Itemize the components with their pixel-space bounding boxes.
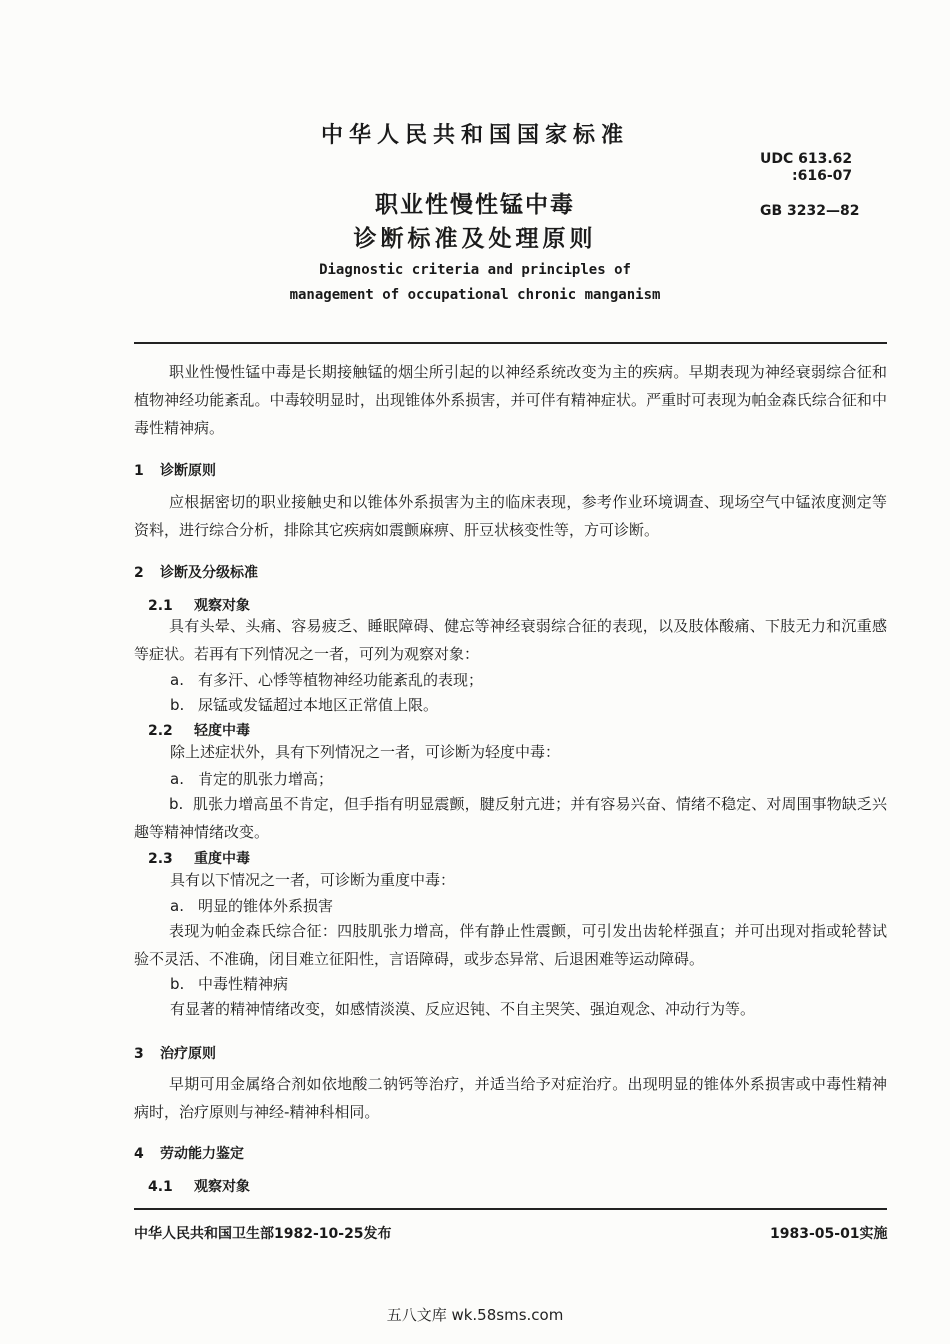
- list-text: 肯定的肌张力增高；: [198, 770, 334, 788]
- list-item: [170, 666, 483, 694]
- section-1-heading: [134, 460, 216, 480]
- section-title: 治疗原则: [160, 1046, 216, 1062]
- list-text: 尿锰或发锰超过本地区正常值上限。: [198, 696, 439, 714]
- english-title-line2: management of occupational chronic manganism: [289, 287, 661, 303]
- section-3-paragraph: 早期可用金属络合剂如依地酸二钠钙等治疗，并适当给予对症治疗。出现明显的锥体外系损害或中毒性精神病时，治疗原则与神经-精神科相同。: [134, 1075, 887, 1121]
- subsection-title: 重度中毒: [194, 851, 250, 867]
- list-item: [170, 892, 333, 920]
- issued-by: 中华人民共和国卫生部1982-10-25发布: [134, 1226, 392, 1242]
- udc-code-continued: :616-07: [792, 168, 853, 184]
- list-label: b.: [170, 696, 185, 714]
- section-1-paragraph: 应根据密切的职业接触史和以锥体外系损害为主的临床表现，参考作业环境调查、现场空气中锰浓度测定等资料，进行综合分析，排除其它疾病如震颤麻痹、肝豆状核变性等，方可诊断。: [134, 493, 887, 539]
- list-item: [170, 970, 288, 998]
- list-label: a.: [170, 671, 184, 689]
- subsection-2-3-paragraph: 具有以下情况之一者，可诊断为重度中毒：: [170, 871, 456, 889]
- list-text: 有多汗、心悸等植物神经功能紊乱的表现；: [198, 671, 484, 689]
- top-divider: [134, 342, 887, 344]
- bottom-divider: [134, 1208, 887, 1210]
- subsection-title: 观察对象: [194, 1179, 250, 1195]
- document-title-line1: 职业性慢性锰中毒: [375, 192, 575, 218]
- subsection-number: 2.1: [148, 598, 173, 614]
- site-watermark: 五八文库 wk.58sms.com: [386, 1306, 564, 1324]
- document-title-line2: 诊断标准及处理原则: [353, 226, 597, 252]
- effective-date: 1983-05-01实施: [770, 1226, 888, 1242]
- list-item: [170, 765, 333, 793]
- section-2-heading: [134, 562, 258, 582]
- section-3-heading: [134, 1043, 216, 1063]
- subsection-2-2-paragraph: 除上述症状外，具有下列情况之一者，可诊断为轻度中毒：: [170, 743, 561, 761]
- list-item-paragraph: [134, 790, 887, 846]
- list-text: 肌张力增高虽不肯定，但手指有明显震颤，腱反射亢进；并有容易兴奋、情绪不稳定、对周围事物缺乏兴趣等精神情绪改变。: [134, 795, 887, 841]
- list-text: 中毒性精神病: [198, 975, 289, 993]
- list-label: b.: [169, 795, 184, 813]
- section-number: 3: [134, 1046, 144, 1062]
- subsection-number: 4.1: [148, 1179, 173, 1195]
- subsection-4-1-heading: [148, 1176, 250, 1196]
- gb-code: GB 3232—82: [760, 203, 860, 219]
- udc-code: UDC 613.62: [760, 151, 853, 167]
- subsection-2-3-heading: [148, 848, 250, 868]
- subsection-number: 2.2: [148, 723, 173, 739]
- list-text: 明显的锥体外系损害: [198, 897, 334, 915]
- section-title: 劳动能力鉴定: [160, 1146, 244, 1162]
- subsection-number: 2.3: [148, 851, 173, 867]
- national-standard-heading: 中华人民共和国国家标准: [320, 123, 629, 148]
- subsection-2-2-heading: [148, 720, 250, 740]
- list-label: a.: [170, 770, 184, 788]
- section-title: 诊断原则: [160, 463, 216, 479]
- section-number: 1: [134, 463, 144, 479]
- list-label: b.: [170, 975, 185, 993]
- list-label: a.: [170, 897, 184, 915]
- section-4-heading: [134, 1143, 244, 1163]
- subsection-title: 观察对象: [194, 598, 250, 614]
- intro-paragraph: 职业性慢性锰中毒是长期接触锰的烟尘所引起的以神经系统改变为主的疾病。早期表现为神经衰弱综合征和植物神经功能紊乱。中毒较明显时，出现锥体外系损害，并可伴有精神症状。严重时可表现为帕金森氏综合征和中毒性精神病。: [134, 363, 887, 437]
- section-number: 2: [134, 565, 144, 581]
- list-item: [170, 691, 438, 719]
- subsection-title: 轻度中毒: [194, 723, 250, 739]
- list-item-detail: 有显著的精神情绪改变，如感情淡漠、反应迟钝、不自主哭笑、强迫观念、冲动行为等。: [170, 1000, 756, 1018]
- section-title: 诊断及分级标准: [160, 565, 258, 581]
- list-item-detail: 表现为帕金森氏综合征：四肢肌张力增高，伴有静止性震颤，可引发出齿轮样强直；并可出现对指或轮替试验不灵活、不准确，闭目难立征阳性，言语障碍，或步态异常、后退困难等运动障碍。: [134, 922, 887, 968]
- english-title-line1: Diagnostic criteria and principles of: [319, 262, 631, 278]
- section-number: 4: [134, 1146, 144, 1162]
- subsection-2-1-paragraph: 具有头晕、头痛、容易疲乏、睡眠障碍、健忘等神经衰弱综合征的表现，以及肢体酸痛、下肢无力和沉重感等症状。若再有下列情况之一者，可列为观察对象：: [134, 617, 887, 663]
